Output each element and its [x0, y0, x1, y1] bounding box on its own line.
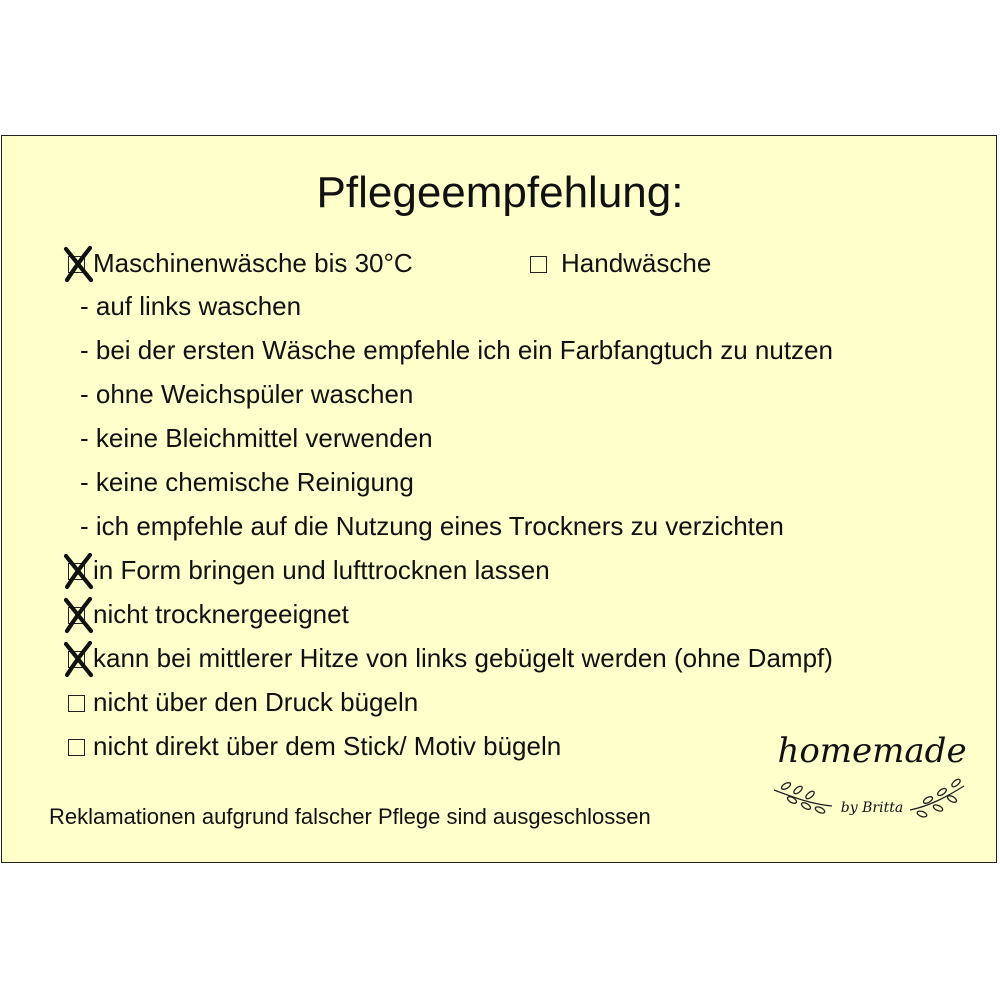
logo-main-text: homemade [777, 731, 967, 771]
option-cross-icon [62, 596, 96, 634]
option-row [68, 642, 833, 674]
option-label: nicht trocknergeeignet [93, 599, 349, 629]
instruction-item: - auf links waschen [80, 291, 302, 321]
instruction-item: - bei der ersten Wäsche empfehle ich ein Farbfangtuch zu nutzen [80, 335, 833, 365]
option-cross-icon [62, 552, 96, 590]
footer-disclaimer: Reklamationen aufgrund falscher Pflege sind ausgeschlossen [49, 804, 651, 829]
hand-wash-checkbox [530, 256, 547, 273]
option-row [68, 730, 561, 762]
page-title: Pflegeempfehlung: [316, 168, 684, 217]
option-label: in Form bringen und lufttrocknen lassen [93, 555, 550, 585]
option-row [68, 554, 550, 586]
option-label: nicht über den Druck bügeln [93, 687, 419, 717]
instruction-item: - keine Bleichmittel verwenden [80, 423, 433, 453]
machine-wash-cross-icon [62, 245, 96, 283]
right-branch-icon [910, 778, 964, 818]
hand-wash-row [530, 247, 711, 279]
instruction-item: - ohne Weichspüler waschen [80, 379, 414, 409]
option-label: nicht direkt über dem Stick/ Motiv bügeln [93, 731, 562, 761]
machine-wash-label: Maschinenwäsche bis 30°C [93, 248, 413, 278]
option-row [68, 686, 418, 718]
option-checkbox [68, 739, 85, 756]
instruction-item: - ich empfehle auf die Nutzung eines Trockners zu verzichten [80, 511, 784, 541]
option-checkbox [68, 695, 85, 712]
wash-machine-row [68, 247, 413, 279]
homemade-logo [770, 720, 970, 840]
left-branch-icon [774, 781, 832, 814]
hand-wash-label: Handwäsche [561, 248, 712, 278]
logo-sub-text: by Britta [840, 800, 904, 816]
option-row [68, 598, 349, 630]
option-cross-icon [62, 640, 96, 678]
option-label: kann bei mittlerer Hitze von links gebügelt werden (ohne Dampf) [93, 643, 833, 673]
instruction-item: - keine chemische Reinigung [80, 467, 414, 497]
